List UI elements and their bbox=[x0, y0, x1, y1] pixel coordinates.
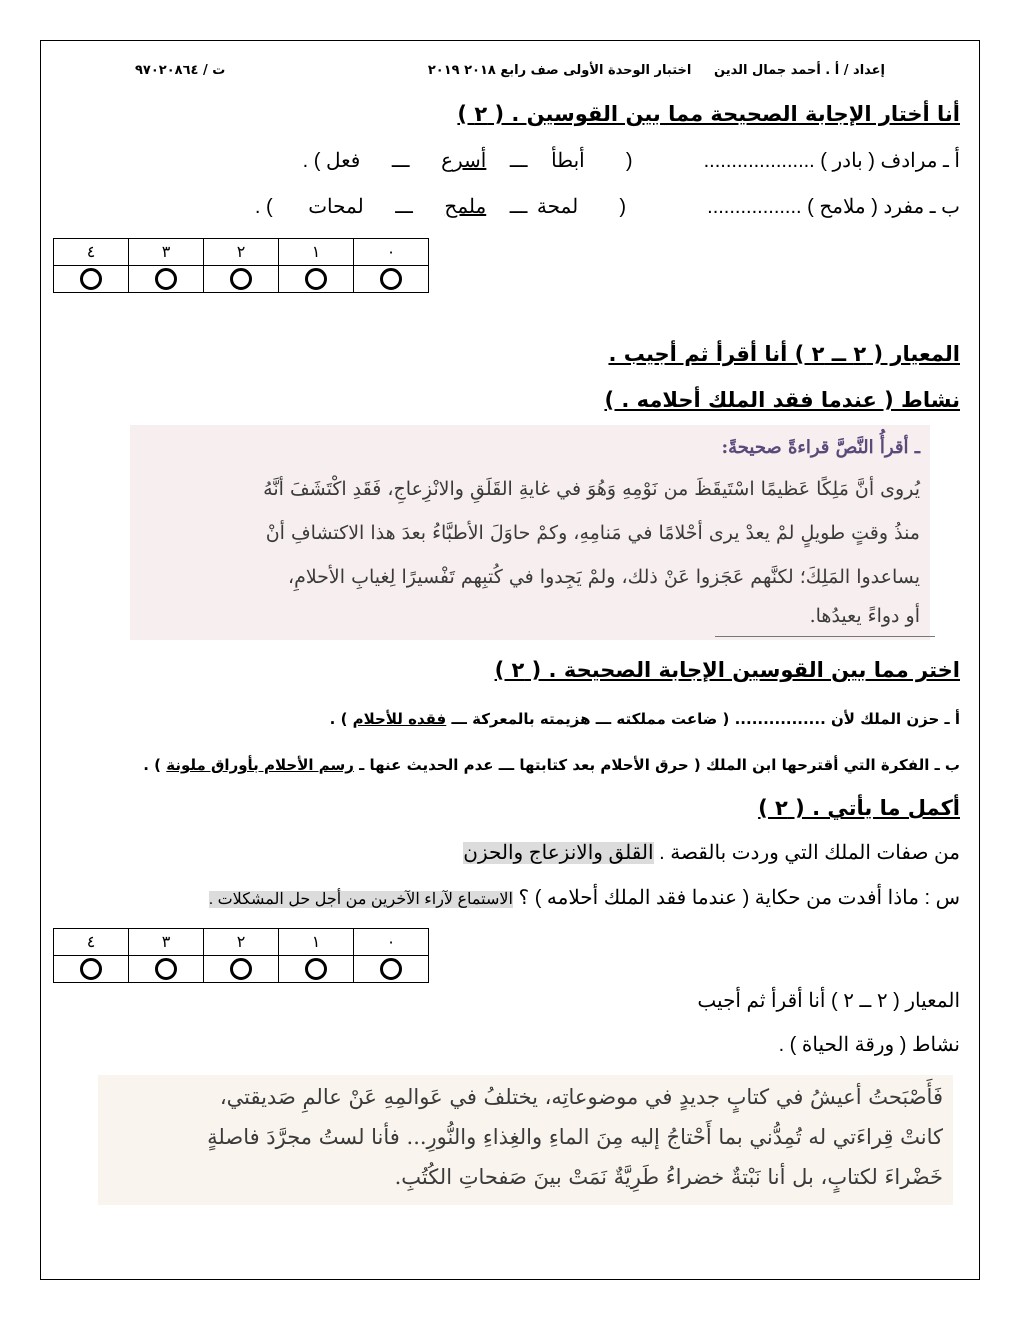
passage1-line: يساعدوا المَلِكَ؛ لكنَّهم عَجَزوا عَنْ ذلك، ولمْ يَجِدوا في كُتبِهم تَفْسيرًا لِغيابِ الأحلامِ، bbox=[287, 566, 920, 588]
score-label: ١ bbox=[279, 239, 354, 266]
s4-line1-answer[interactable]: القلق والانزعاج والحزن bbox=[463, 842, 654, 864]
section3-question-b bbox=[143, 756, 960, 774]
s3-q-b-close: ) . bbox=[143, 756, 162, 774]
s3-q-a-close: ) . bbox=[329, 710, 348, 728]
passage2-image bbox=[98, 1075, 953, 1205]
score-cell[interactable] bbox=[279, 956, 354, 983]
q-a-open: ( bbox=[625, 150, 633, 172]
score-cell[interactable] bbox=[354, 266, 429, 293]
section5-criterion: المعيار ( ٢ ــ ٢ ) أنا أقرأ ثم أجيب bbox=[697, 990, 960, 1012]
circle-icon[interactable] bbox=[80, 958, 102, 980]
section1-title: أنا أختار الإجابة الصحيحة مما بين القوسين . ( ٢ ) bbox=[457, 102, 960, 126]
section5-activity: نشاط ( ورقة الحياة ) . bbox=[778, 1034, 960, 1056]
s4-line2-text: س : ماذا أفدت من حكاية ( عندما فقد الملك أحلامه ) ؟ bbox=[518, 887, 960, 909]
s3-q-b-option-2: عدم الحديث عنها bbox=[369, 756, 494, 774]
s4-line2-answer[interactable]: الاستماع لآراء الآخرين من أجل حل المشكلات . bbox=[208, 891, 513, 908]
circle-icon[interactable] bbox=[380, 268, 402, 290]
s3-q-a-prefix: أ ـ حزن الملك لأن ................ ( bbox=[722, 710, 960, 728]
section1-question-a bbox=[100, 148, 960, 173]
s3-q-a-sep-2: ـــ bbox=[451, 710, 467, 728]
divider bbox=[715, 636, 935, 637]
header-phone: ت / ٩٧٠٢٠٨٦٤ bbox=[135, 63, 226, 78]
q-b-option-1: لمحة bbox=[536, 196, 579, 218]
q-b-option-3: لمحات bbox=[308, 196, 364, 218]
section2-criterion: المعيار ( ٢ ــ ٢ ) أنا أقرأ ثم أجيب . bbox=[608, 342, 960, 366]
section4-line1 bbox=[463, 840, 960, 865]
q-b-option-2: ملمح bbox=[444, 196, 487, 218]
circle-icon[interactable] bbox=[155, 958, 177, 980]
score-label: ٠ bbox=[354, 239, 429, 266]
score-label: ٤ bbox=[54, 239, 129, 266]
score-table-1 bbox=[53, 238, 429, 293]
circle-icon[interactable] bbox=[380, 958, 402, 980]
s3-q-a-sep-1: ـــ bbox=[595, 710, 612, 728]
s3-q-b-prefix: ب ـ الفكرة التي أقترحها ابن الملك ( bbox=[693, 756, 960, 774]
passage1-title: ـ أقرأُ النَّصَّ قراءةً صحيحةً: bbox=[721, 437, 920, 458]
score-label: ٢ bbox=[204, 929, 279, 956]
circle-icon[interactable] bbox=[80, 268, 102, 290]
q-a-close: ) . bbox=[302, 150, 321, 172]
q-a-option-1: أبطأ bbox=[551, 150, 585, 172]
score-label: ٢ bbox=[204, 239, 279, 266]
score-table-1-circles bbox=[54, 266, 429, 293]
s3-q-a-option-1: ضاعت مملكته bbox=[616, 710, 718, 728]
section3-question-a bbox=[330, 710, 960, 728]
circle-icon[interactable] bbox=[155, 268, 177, 290]
score-label: ٤ bbox=[54, 929, 129, 956]
passage2-line: فَأَصْبَحتُ أعيشُ في كتابٍ جديدٍ في موضوعاتِه، يختلفُ في عَوالمِهِ عَنْ عالمِ صَديقتي، bbox=[219, 1085, 943, 1109]
section4-line2 bbox=[209, 885, 960, 910]
score-table-2 bbox=[53, 928, 429, 983]
score-cell[interactable] bbox=[279, 266, 354, 293]
score-cell[interactable] bbox=[204, 266, 279, 293]
header-exam: اختبار الوحدة الأولى صف رابع ٢٠١٨ ٢٠١٩ bbox=[427, 63, 692, 78]
score-table-2-circles bbox=[54, 956, 429, 983]
q-b-prefix: ب ـ مفرد ( ملامح ) ................. bbox=[707, 196, 960, 218]
s3-q-b-sep-2: ـ bbox=[359, 756, 365, 774]
passage1-line: منذُ وقتٍ طويلٍ لمْ يعدْ يرى أحْلامًا في مَنامِهِ، وكمْ حاوَلَ الأطبَّاءُ بعدَ هذا الاكتشافِ أنْ bbox=[265, 522, 920, 544]
header-author-exam bbox=[428, 63, 885, 78]
score-table-2-labels bbox=[54, 929, 429, 956]
passage2-line: خَضْراءَ لكتابٍ، بل أنا نَبْتةٌ خضراءُ طَرِيَّةٌ نَمَتْ بينَ صَفحاتِ الكُتُبِ. bbox=[394, 1165, 943, 1189]
score-label: ٣ bbox=[129, 239, 204, 266]
passage2-line: كانتْ قِراءَتي له تُمِدُّني بما أَحْتاجُ إليه مِنَ الماءِ والغِذاءِ والنُّورِ... فأنا لستُ مجرَّدَ فاصلةٍ bbox=[207, 1125, 943, 1149]
s3-q-b-sep-1: ـــ bbox=[498, 756, 515, 774]
q-a-sep-1: ـــ bbox=[509, 150, 528, 172]
score-label: ١ bbox=[279, 929, 354, 956]
circle-icon[interactable] bbox=[230, 268, 252, 290]
s3-q-b-option-3: رسم الأحلام بأوراق ملونة bbox=[166, 756, 354, 774]
q-b-sep-2: ـــ bbox=[395, 196, 413, 218]
section3-title: اختر مما بين القوسين الإجابة الصحيحة . ( ٢ ) bbox=[494, 658, 960, 682]
section1-question-b bbox=[100, 194, 960, 219]
q-b-open: ( bbox=[619, 196, 627, 218]
score-label: ٣ bbox=[129, 929, 204, 956]
score-cell[interactable] bbox=[129, 956, 204, 983]
header-author: إعداد / أ . أحمد جمال الدين bbox=[714, 63, 885, 78]
s3-q-a-option-2: هزيمته بالمعركة bbox=[472, 710, 591, 728]
circle-icon[interactable] bbox=[230, 958, 252, 980]
q-a-prefix: أ ـ مرادف ( بادر ) .................... bbox=[703, 150, 960, 172]
q-b-close: ) . bbox=[254, 196, 273, 218]
passage1-line: يُروى أنَّ مَلِكًا عَظيمًا اسْتَيقَظَ من نَوْمِهِ وَهُوَ في غايةِ القَلَقِ والانْزِعاجِ، فَقَدِ اكْتَشَفَ أنَّهُ bbox=[263, 478, 920, 500]
section4-title: أكمل ما يأتي . ( ٢ ) bbox=[758, 796, 960, 820]
score-cell[interactable] bbox=[204, 956, 279, 983]
q-a-option-2: أسرع bbox=[441, 150, 487, 172]
q-a-sep-2: ـــ bbox=[391, 150, 410, 172]
s3-q-b-option-1: حرق الأحلام بعد كتابتها bbox=[519, 756, 689, 774]
s3-q-a-option-3: فقده للأحلام bbox=[352, 710, 447, 728]
passage1-image bbox=[130, 425, 930, 640]
score-cell[interactable] bbox=[54, 956, 129, 983]
score-cell[interactable] bbox=[54, 266, 129, 293]
q-a-option-3: فعل bbox=[326, 150, 361, 172]
passage1-line: أو دواءً يعيدُها. bbox=[809, 605, 920, 627]
section2-activity: نشاط ( عندما فقد الملك أحلامه . ) bbox=[604, 388, 960, 412]
q-b-sep-1: ـــ bbox=[509, 196, 528, 218]
score-table-1-labels bbox=[54, 239, 429, 266]
s4-line1-text: من صفات الملك التي وردت بالقصة . bbox=[659, 842, 960, 864]
score-cell[interactable] bbox=[354, 956, 429, 983]
circle-icon[interactable] bbox=[305, 268, 327, 290]
score-cell[interactable] bbox=[129, 266, 204, 293]
circle-icon[interactable] bbox=[305, 958, 327, 980]
score-label: ٠ bbox=[354, 929, 429, 956]
